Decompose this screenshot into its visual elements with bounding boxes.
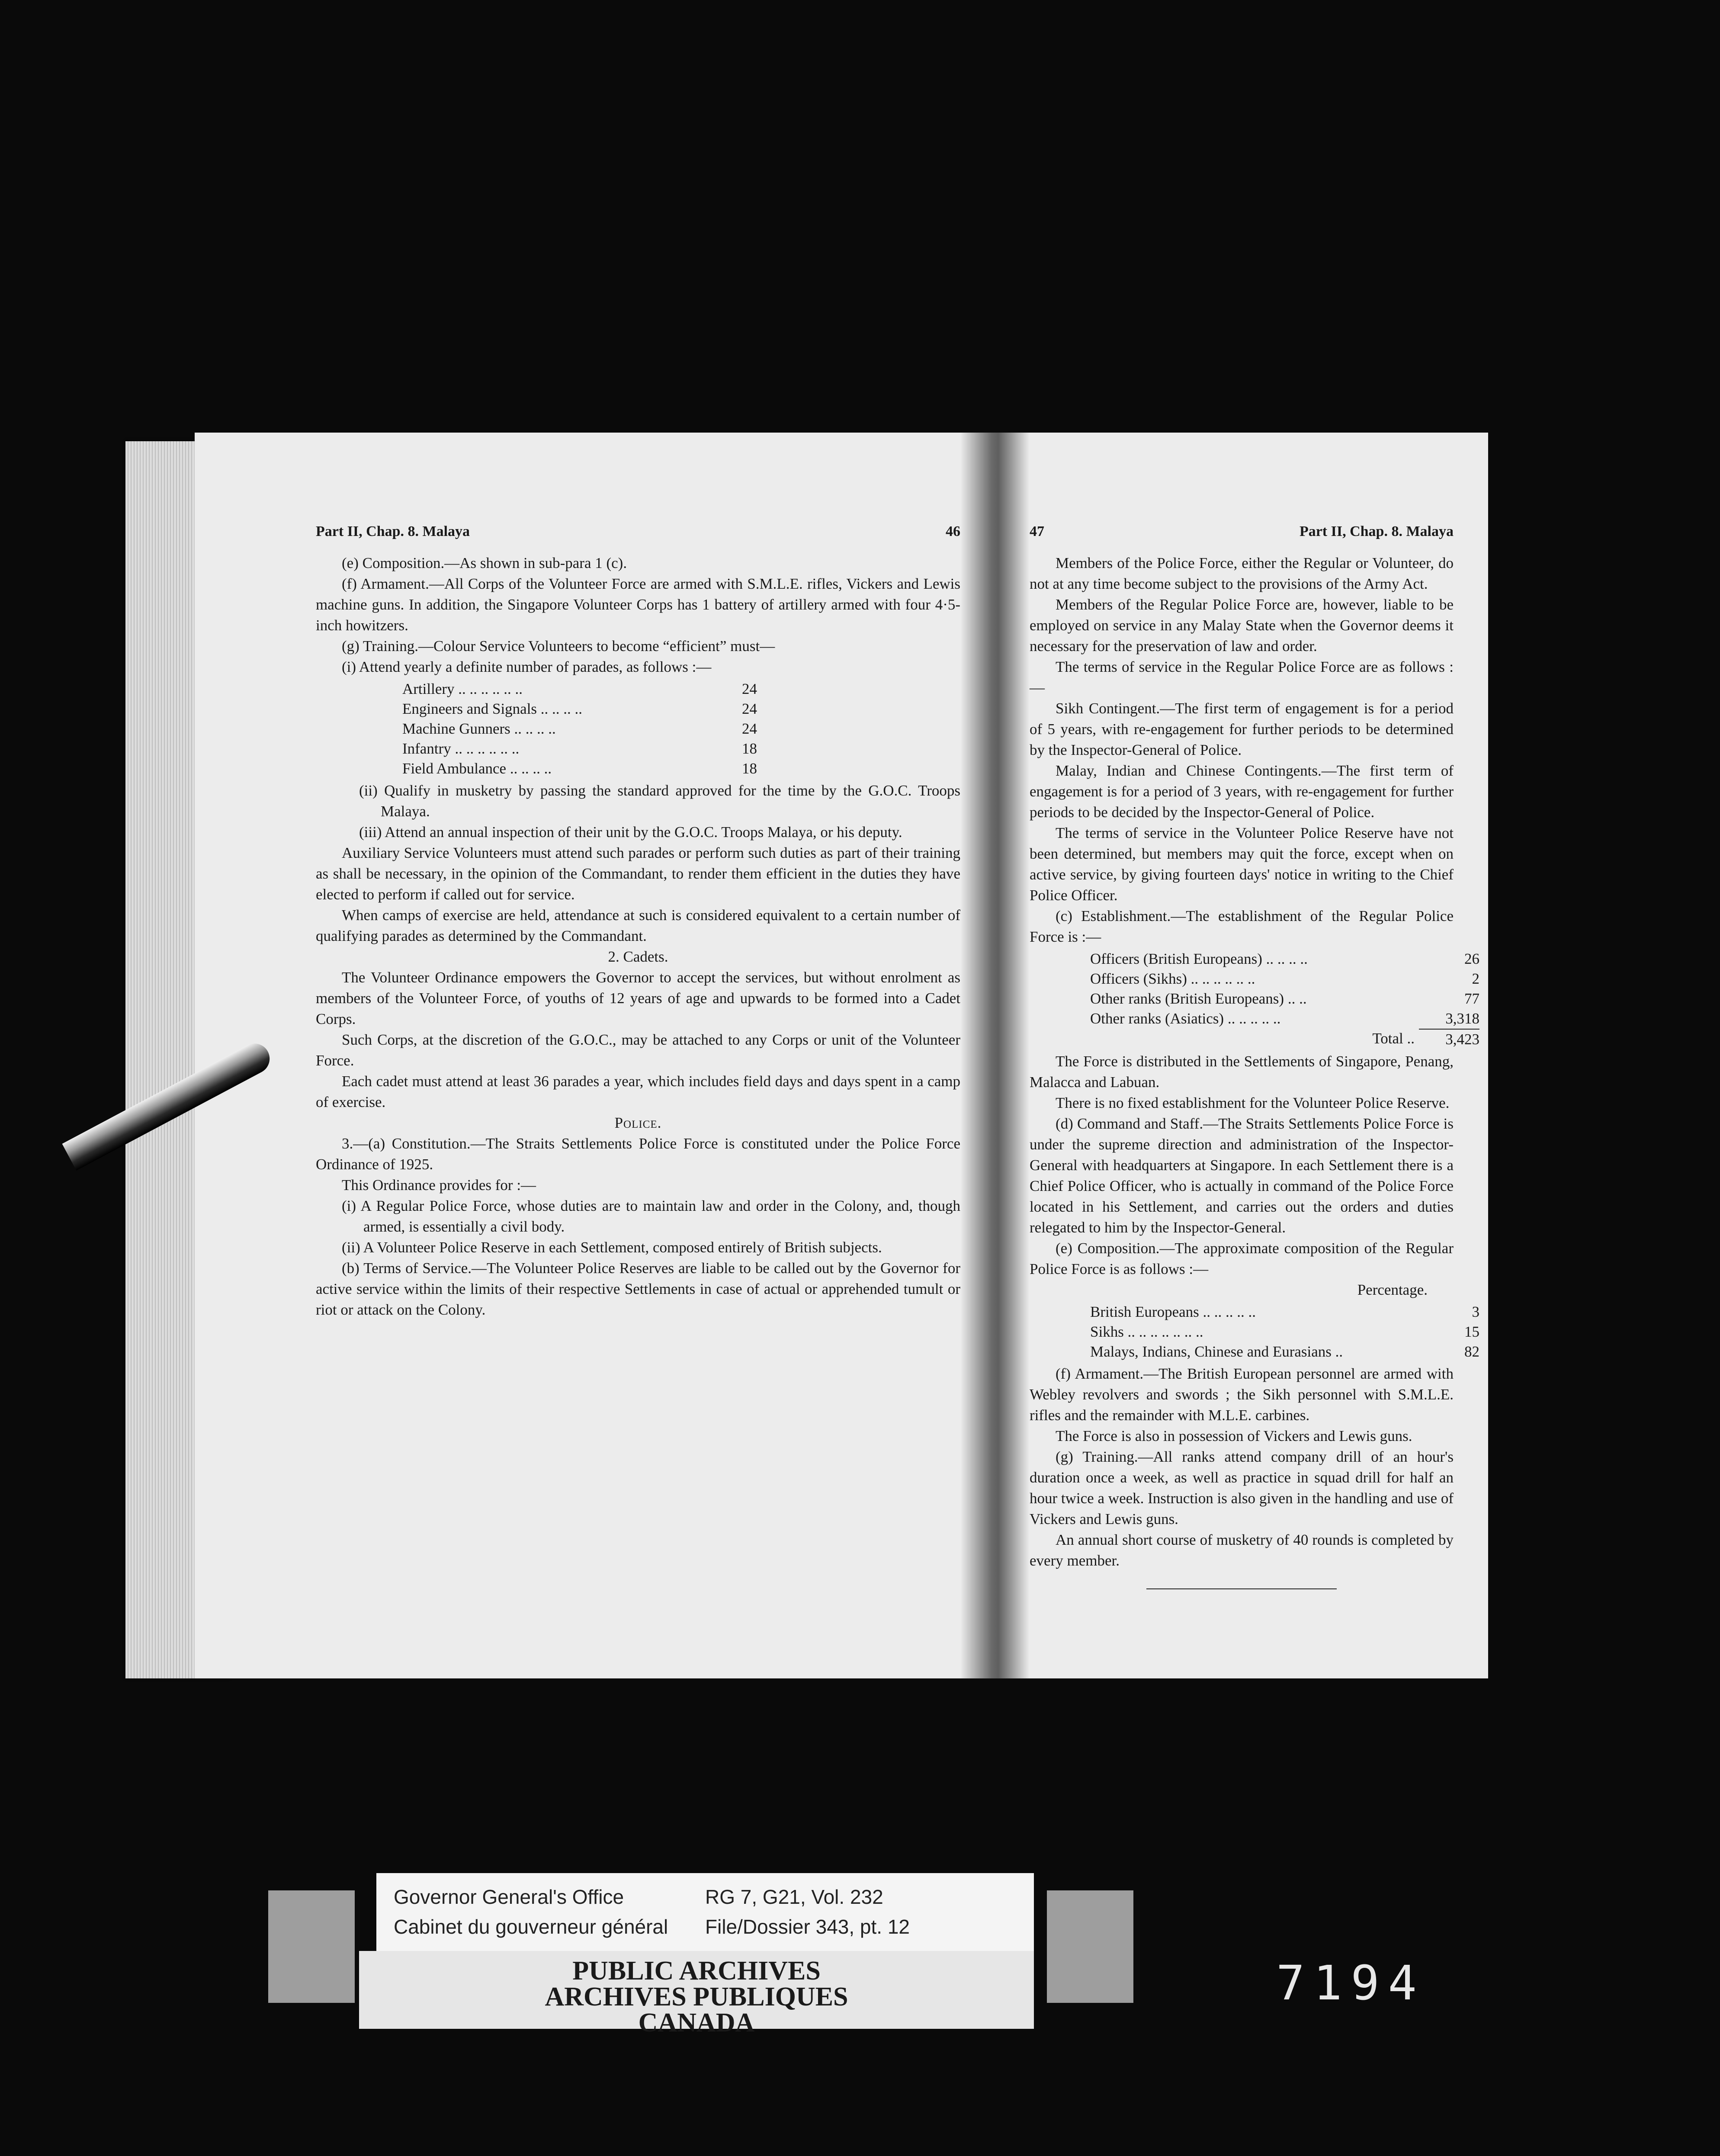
training-table	[402, 679, 757, 779]
table-label: Field Ambulance .. .. .. ..	[402, 760, 552, 777]
total-label: Total ..	[1372, 1030, 1415, 1047]
table-label: Artillery .. .. .. .. .. ..	[402, 680, 523, 697]
office-french: Cabinet du gouverneur général	[394, 1915, 668, 1938]
table-label: Engineers and Signals .. .. .. ..	[402, 700, 583, 717]
paragraph: (iii) Attend an annual inspection of their unit by the G.O.C. Troops Malaya, or his deputy.	[359, 824, 902, 841]
percentage-header: Percentage.	[1357, 1281, 1428, 1298]
paragraph: Members of the Regular Police Force are, however, liable to be employed on service in any Malay State when the Governor deems it necessary for the preservation of law and order.	[1030, 596, 1454, 654]
table-value: 3	[1472, 1303, 1479, 1320]
book-gutter-shadow	[960, 433, 1030, 1678]
stamp-line: CANADA	[638, 2008, 755, 2037]
left-page	[195, 433, 995, 1678]
stamp-line: PUBLIC ARCHIVES	[572, 1956, 821, 1986]
paragraph: (e) Composition.—As shown in sub-para 1 (c).	[342, 555, 627, 571]
paragraph: 3.—(a) Constitution.—The Straits Settlements Police Force is constituted under the Police Force Ordinance of 1925.	[316, 1135, 960, 1173]
paragraph: The Force is distributed in the Settlements of Singapore, Penang, Malacca and Labuan.	[1030, 1053, 1454, 1091]
table-label: British Europeans .. .. .. .. ..	[1090, 1303, 1256, 1320]
end-rule	[1146, 1588, 1337, 1589]
paragraph: Each cadet must attend at least 36 parades a year, which includes field days and days spent in a camp of exercise.	[316, 1073, 960, 1110]
clip-right	[1047, 1890, 1133, 2003]
stamp-line: ARCHIVES PUBLIQUES	[545, 1982, 848, 2012]
paragraph: When camps of exercise are held, attendance at such is considered equivalent to a certain number of qualifying parades as determined by the Commandant.	[316, 907, 960, 944]
header-title: Part II, Chap. 8. Malaya	[316, 523, 470, 539]
paragraph: Members of the Police Force, either the Regular or Volunteer, do not at any time become subject to the provisions of the Army Act.	[1030, 555, 1454, 592]
table-value: 18	[742, 740, 757, 757]
paragraph: (ii) Qualify in musketry by passing the standard approved for the time by the G.O.C. Troops Malaya.	[359, 782, 960, 820]
paragraph: The terms of service in the Regular Police Force are as follows :—	[1030, 658, 1454, 696]
paragraph: (c) Establishment.—The establishment of the Regular Police Force is :—	[1030, 908, 1454, 945]
clip-left	[268, 1890, 355, 2003]
paragraph: (d) Command and Staff.—The Straits Settlements Police Force is under the supreme direction and administration of the Inspector-General with headquarters at Singapore. In each Settlement there is a Chief Police Officer, who is actually in command of the Police Force located in his Settlement, and carries out the orders and duties relegated to him by the Inspector-General.	[1030, 1115, 1454, 1236]
table-value: 82	[1464, 1343, 1479, 1360]
table-label: Officers (British Europeans) .. .. .. ..	[1090, 950, 1308, 967]
establishment-table	[1090, 949, 1479, 1049]
frame-number: 7194	[1276, 1955, 1425, 2011]
table-value: 15	[1464, 1323, 1479, 1340]
office-english: Governor General's Office	[394, 1886, 624, 1908]
table-label: Machine Gunners .. .. .. ..	[402, 720, 556, 737]
table-label: Malays, Indians, Chinese and Eurasians ..	[1090, 1343, 1343, 1360]
paragraph: (e) Composition.—The approximate composition of the Regular Police Force is as follows :—	[1030, 1240, 1454, 1277]
table-label: Infantry .. .. .. .. .. ..	[402, 740, 520, 757]
paragraph: The Volunteer Ordinance empowers the Governor to accept the services, but without enrolment as members of the Volunteer Force, of youths of 12 years of age and upwards to be formed into a Cadet Corps.	[316, 969, 960, 1027]
table-label: Other ranks (British Europeans) .. ..	[1090, 990, 1307, 1007]
paragraph: (f) Armament.—The British European personnel are armed with Webley revolvers and swords ; the Sikh personnel with S.M.L.E. rifles and the remainder with M.L.E. carbines.	[1030, 1365, 1454, 1424]
paragraph: Malay, Indian and Chinese Contingents.—The first term of engagement is for a period of 3 years, with re-engagement for further periods to be decided by the Inspector-General of Police.	[1030, 762, 1454, 821]
paragraph: (b) Terms of Service.—The Volunteer Police Reserves are liable to be called out by the Governor for active service within the limits of their respective Settlements in case of actual or apprehended tumult or riot or attack on the Colony.	[316, 1260, 960, 1318]
table-value: 3,318	[1445, 1010, 1479, 1027]
table-value: 24	[742, 720, 757, 737]
paragraph: An annual short course of musketry of 40 rounds is completed by every member.	[1030, 1531, 1454, 1569]
public-archives-stamp	[359, 1951, 1034, 2037]
header-title: Part II, Chap. 8. Malaya	[1299, 523, 1454, 539]
running-header-right	[1030, 523, 1454, 540]
total-value: 3,423	[1419, 1029, 1479, 1049]
table-value: 2	[1472, 970, 1479, 987]
table-value: 18	[742, 760, 757, 777]
paragraph: (g) Training.—Colour Service Volunteers to become “efficient” must—	[342, 638, 775, 654]
paragraph: This Ordinance provides for :—	[342, 1177, 536, 1194]
paragraph: (i) Attend yearly a definite number of parades, as follows :—	[342, 658, 712, 675]
table-label: Other ranks (Asiatics) .. .. .. .. ..	[1090, 1010, 1281, 1027]
paragraph: (ii) A Volunteer Police Reserve in each Settlement, composed entirely of British subjects.	[342, 1239, 882, 1256]
paragraph: (g) Training.—All ranks attend company drill of an hour's duration once a week, as well as practice in squad drill for half an hour twice a week. Instruction is also given in the handling and use of Vickers and Lewis guns.	[1030, 1448, 1454, 1527]
paragraph: Sikh Contingent.—The first term of engagement is for a period of 5 years, with re-engagement for further periods to be determined by the Inspector-General of Police.	[1030, 700, 1454, 758]
table-label: Sikhs .. .. .. .. .. .. ..	[1090, 1323, 1203, 1340]
running-header-left	[316, 523, 960, 540]
paragraph: (f) Armament.—All Corps of the Volunteer Force are armed with S.M.L.E. rifles, Vickers and Lewis machine guns. In addition, the Singapore Volunteer Corps has 1 battery of artillery armed with four 4·5-inch howitzers.	[316, 575, 960, 634]
section-heading-police: Police.	[614, 1114, 662, 1131]
archive-reference-label	[376, 1873, 1034, 1955]
table-value: 24	[742, 680, 757, 697]
paragraph: Auxiliary Service Volunteers must attend such parades or perform such duties as part of their training as shall be necessary, in the opinion of the Commandant, to render them efficient in the duties they have elected to perform if called out for service.	[316, 844, 960, 903]
table-value: 24	[742, 700, 757, 717]
page-number: 47	[1030, 523, 1044, 539]
paragraph: Such Corps, at the discretion of the G.O.C., may be attached to any Corps or unit of the Volunteer Force.	[316, 1031, 960, 1069]
paragraph: The terms of service in the Volunteer Police Reserve have not been determined, but members may quit the force, except when on active service, by giving fourteen days' notice in writing to the Chief Police Officer.	[1030, 825, 1454, 904]
page-number: 46	[946, 523, 960, 539]
paragraph: (i) A Regular Police Force, whose duties are to maintain law and order in the Colony, and, though armed, is essentially a civil body.	[342, 1197, 960, 1235]
open-book	[99, 433, 1479, 1687]
file-number: File/Dossier 343, pt. 12	[705, 1915, 910, 1938]
table-value: 26	[1464, 950, 1479, 967]
reference-group: RG 7, G21, Vol. 232	[705, 1886, 883, 1908]
table-value: 77	[1464, 990, 1479, 1007]
table-label: Officers (Sikhs) .. .. .. .. .. ..	[1090, 970, 1255, 987]
paragraph: There is no fixed establishment for the Volunteer Police Reserve.	[1056, 1094, 1450, 1111]
composition-table	[1090, 1302, 1479, 1362]
section-heading-cadets: 2. Cadets.	[608, 948, 668, 965]
paragraph: The Force is also in possession of Vickers and Lewis guns.	[1056, 1428, 1412, 1444]
right-page	[995, 433, 1488, 1678]
